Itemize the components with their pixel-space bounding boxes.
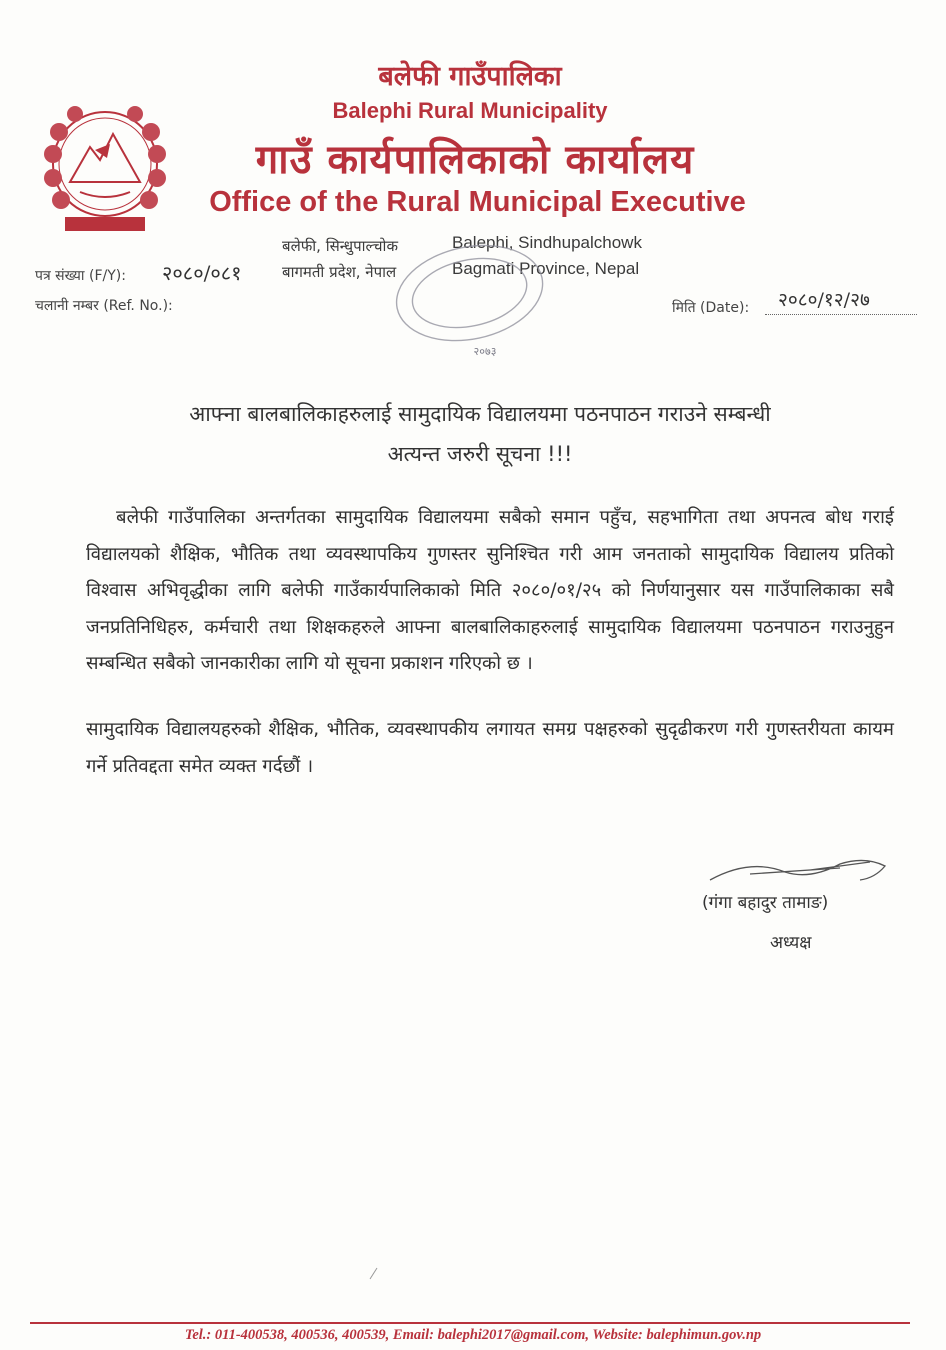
office-stamp-icon [385, 235, 555, 360]
date-underline [765, 314, 917, 315]
signature-icon [690, 850, 905, 895]
ref-no-label: चलानी नम्बर (Ref. No.): [35, 298, 173, 314]
footer-contact: Tel.: 011-400538, 400536, 400539, Email: balephi2017@gmail.com, Website: balephimun.gov.np [184, 1327, 762, 1343]
date-label: मिति (Date): [672, 300, 750, 316]
address-line2-np: बागमती प्रदेश, नेपाल [282, 263, 397, 281]
body-paragraph-1: बलेफी गाउँपालिका अन्तर्गतका सामुदायिक विद्यालयमा सबैको समान पहुँच, सहभागिता तथा अपनत्व बोध गराई विद्यालयको शैक्षिक, भौतिक तथा व्यवस्थापकिय गुणस्तर सुनिश्चित गरी आम जनताको सामुदायिक विद्यालय प्रतिको विश्वास अभिवृद्धीका लागि बलेफी गाउँकार्यपालिकाको मिति २०८०/०१/२५ को निर्णयानुसार यस गाउँपालिकाका सबै जनप्रतिनिधिहरु, कर्मचारी तथा शिक्षकहरुले आफ्ना बालबालिकाहरुलाई सामुदायिक विद्यालयमा पठनपाठन गराउनुहुन सम्बन्धित सबैको जानकारीका लागि यो सूचना प्रकाशन गरिएको छ । [86, 507, 894, 674]
body-paragraph-2: सामुदायिक विद्यालयहरुको शैक्षिक, भौतिक, व्यवस्थापकीय लगायत समग्र पक्षहरुको सुदृढीकरण गरी गुणस्तरीयता कायम गर्ने प्रतिवद्दता समेत व्यक्त गर्दछौं । [86, 719, 894, 777]
municipality-name-np: बलेफी गाउँपालिका [378, 61, 562, 92]
subject-line1: आफ्ना बालबालिकाहरुलाई सामुदायिक विद्यालयमा पठनपाठन गराउने सम्बन्धी [189, 402, 771, 426]
address-line2-en: Bagmati Province, Nepal [452, 259, 640, 278]
address-line1-en: Balephi, Sindhupalchowk [452, 233, 642, 252]
municipality-name-en: Balephi Rural Municipality [332, 98, 608, 123]
date-value: २०८०/१२/२७ [778, 289, 870, 311]
office-name-np: गाउँ कार्यपालिकाको कार्यालय [255, 137, 695, 183]
stamp-year: २०७३ [473, 345, 497, 358]
address-line1-np: बलेफी, सिन्धुपाल्चोक [282, 237, 398, 255]
fy-value: २०८०/०८१ [162, 261, 242, 285]
subject-line2: अत्यन्त जरुरी सूचना !!! [387, 442, 573, 466]
signatory-name: (गंगा बहादुर तामाङ) [702, 893, 829, 913]
office-name-en: Office of the Rural Municipal Executive [209, 186, 746, 218]
footer-divider [30, 1322, 910, 1324]
stray-mark [368, 1265, 380, 1281]
fy-label: पत्र संख्या (F/Y): [35, 268, 126, 284]
emblem-icon [35, 92, 175, 242]
signatory-role: अध्यक्ष [770, 933, 812, 953]
